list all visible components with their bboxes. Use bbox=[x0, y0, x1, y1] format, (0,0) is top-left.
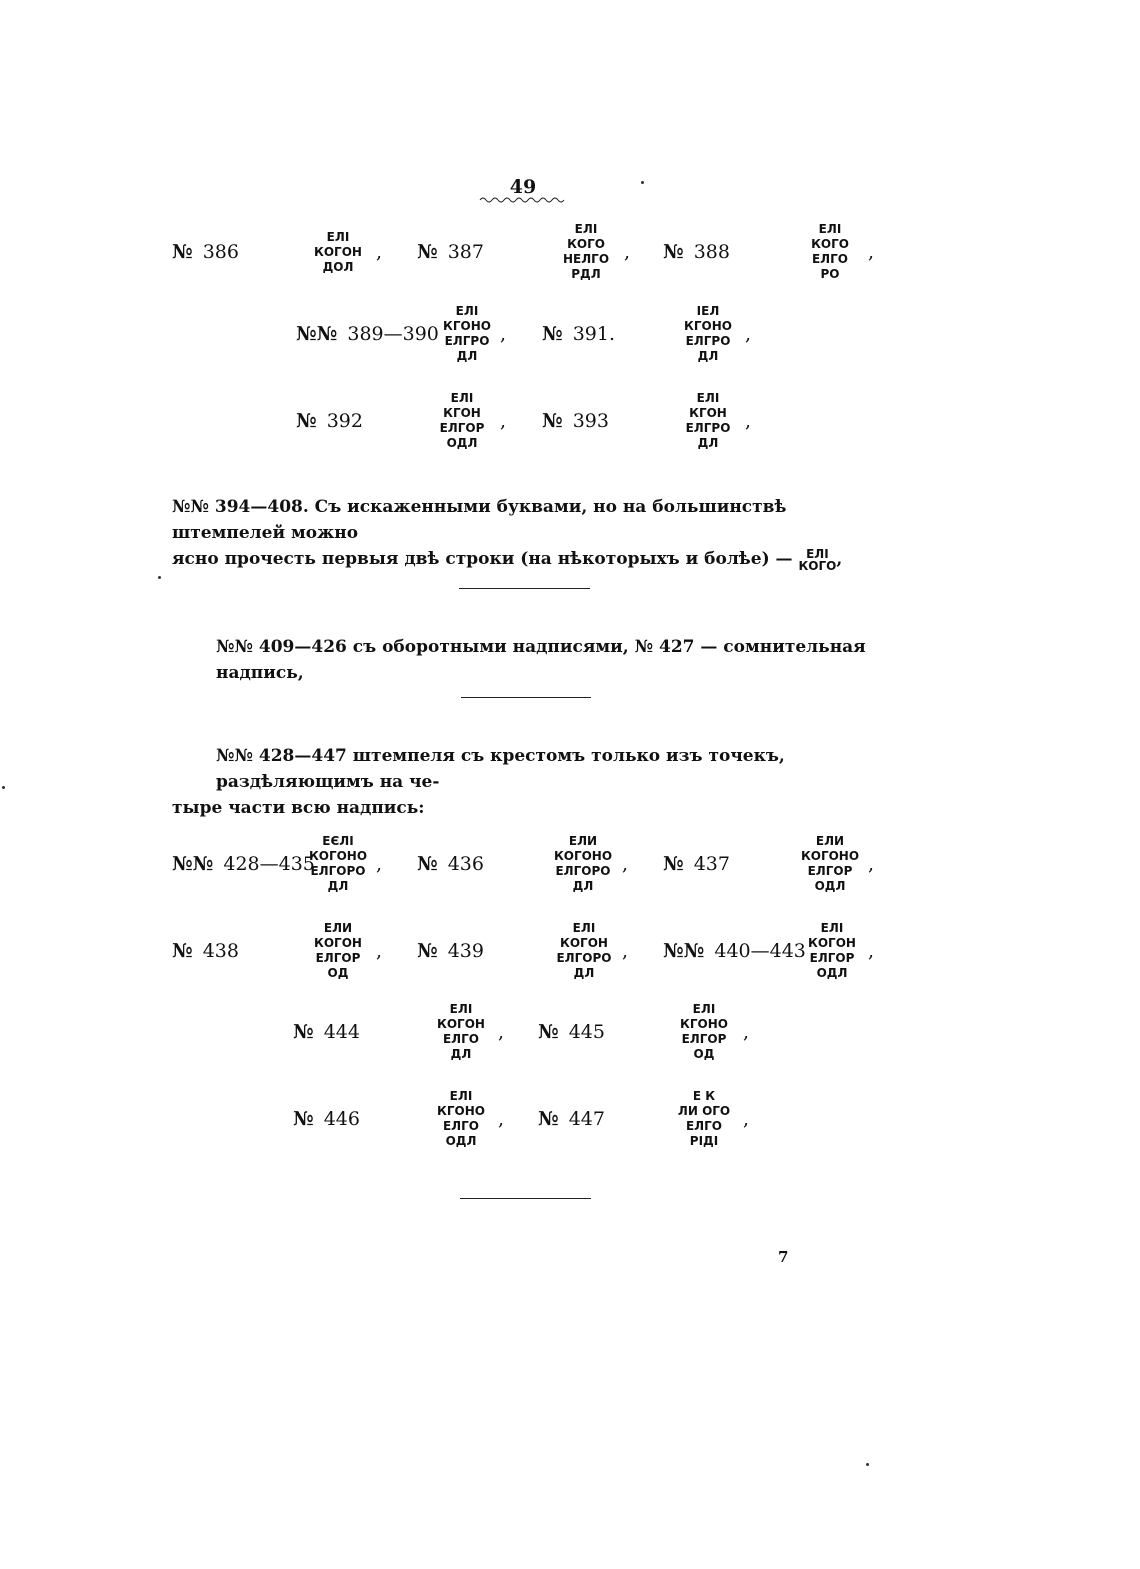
separator-comma: , bbox=[376, 241, 383, 263]
separator-comma: , bbox=[868, 241, 875, 263]
number-sign: № bbox=[538, 1108, 559, 1130]
stamp-inscription bbox=[548, 913, 620, 989]
inscription-line: ЕЛI bbox=[696, 391, 720, 405]
number-sign: № bbox=[296, 410, 317, 432]
inscription-line: КОГОН bbox=[437, 1017, 485, 1031]
number-sign: № bbox=[663, 241, 684, 263]
inscription-line: КОГОНО bbox=[800, 849, 860, 863]
separator-comma: , bbox=[376, 940, 383, 962]
inscription-line: ОД bbox=[693, 1047, 715, 1061]
inscription-line: ЕЛГОРО bbox=[555, 864, 611, 878]
paragraph-line: тыре части всю надпись: bbox=[172, 798, 425, 818]
inscription-line: ДЛ bbox=[327, 879, 349, 893]
stamp-inscription bbox=[792, 214, 868, 290]
inscription-line: ЕЛГОР bbox=[807, 864, 853, 878]
inscription-line: КОГОНО bbox=[308, 849, 368, 863]
number-sign: № bbox=[542, 410, 563, 432]
number-sign: № bbox=[293, 1021, 314, 1043]
stamp-inscription bbox=[300, 214, 376, 290]
stamp-inscription bbox=[548, 214, 624, 290]
inscription-line: КОГОН bbox=[314, 244, 362, 259]
inscription-line: ЕЛИ bbox=[815, 834, 845, 848]
number-sign: №№ bbox=[663, 940, 705, 962]
separator-comma: , bbox=[622, 853, 629, 875]
number-sign: № bbox=[663, 853, 684, 875]
inscription-line: ЕЛI bbox=[449, 1002, 473, 1016]
inscription-line: КГОН bbox=[443, 406, 481, 420]
inscription-line: ЕЛI bbox=[455, 304, 479, 318]
separator-comma: , bbox=[376, 853, 383, 875]
entry-number bbox=[663, 826, 730, 902]
entry-number-value: 393 bbox=[572, 410, 609, 432]
number-sign: № bbox=[172, 241, 193, 263]
inscription-line: НЕЛГО bbox=[562, 252, 610, 266]
entry-number bbox=[293, 1081, 360, 1157]
inscription-line: ДЛ bbox=[572, 879, 594, 893]
stamp-fraction: ЕЛI КОГО bbox=[798, 547, 837, 573]
number-sign: № bbox=[417, 241, 438, 263]
inscription-line: ЕЛI bbox=[572, 921, 596, 935]
inscription-line: ДЛ bbox=[697, 436, 719, 450]
stamp-inscription bbox=[304, 826, 372, 902]
separator-comma: , bbox=[498, 1021, 505, 1043]
scan-speck bbox=[158, 576, 161, 579]
paragraph-line: ясно прочесть первыя двѣ строки (на нѣкоторыхъ и болѣе) — ЕЛI КОГО, bbox=[172, 547, 843, 573]
separator-comma: , bbox=[868, 853, 875, 875]
inscription-line: ЕЛГО bbox=[442, 1119, 479, 1133]
stamp-inscription bbox=[420, 383, 507, 459]
section-divider bbox=[459, 588, 590, 589]
entry-number bbox=[417, 913, 484, 989]
entry-number-value: 437 bbox=[693, 853, 730, 875]
entry-number-value: 392 bbox=[326, 410, 363, 432]
separator-comma: , bbox=[500, 410, 507, 432]
stamp-inscription bbox=[548, 826, 618, 902]
number-sign: № bbox=[542, 323, 563, 345]
separator-comma: , bbox=[868, 940, 875, 962]
paragraph-line: №№ 394—408. Съ искаженными буквами, но на большинствѣ штемпелей можно bbox=[172, 497, 787, 543]
inscription-line: Е К bbox=[692, 1089, 716, 1103]
entry-number-value: 440—443 bbox=[714, 940, 806, 962]
inscription-line: КГОНО bbox=[443, 319, 491, 333]
number-sign: № bbox=[293, 1108, 314, 1130]
entry-number bbox=[663, 214, 730, 290]
inscription-line: ОДЛ bbox=[445, 1134, 477, 1148]
number-sign: № bbox=[417, 853, 438, 875]
entry-number-value: 446 bbox=[323, 1108, 360, 1130]
inscription-line: ЕЛГО bbox=[685, 1119, 722, 1133]
inscription-line: ЕЛГОРО bbox=[556, 951, 612, 965]
inscription-line: ЕЛГРО bbox=[685, 421, 731, 435]
section-divider bbox=[461, 697, 591, 698]
entry-number bbox=[542, 296, 615, 372]
entry-number bbox=[296, 296, 439, 372]
separator-comma: , bbox=[500, 323, 507, 345]
separator-comma: , bbox=[743, 1108, 750, 1130]
inscription-line: ЕЛI bbox=[820, 921, 844, 935]
inscription-line: ДЛ bbox=[697, 349, 719, 363]
wavy-underline bbox=[478, 194, 568, 204]
entry-number bbox=[538, 994, 605, 1070]
entry-number-value: 444 bbox=[323, 1021, 360, 1043]
separator-comma: , bbox=[498, 1108, 505, 1130]
entry-number bbox=[538, 1081, 605, 1157]
scan-speck bbox=[641, 181, 644, 184]
inscription-line: КОГОН bbox=[560, 936, 608, 950]
inscription-line: КГОНО bbox=[684, 319, 732, 333]
number-sign: №№ bbox=[172, 853, 214, 875]
entry-number-value: 391. bbox=[572, 323, 616, 345]
inscription-line: ЕЛГРО bbox=[444, 334, 490, 348]
signature-mark: 7 bbox=[778, 1248, 789, 1266]
entry-number bbox=[417, 826, 484, 902]
stamp-inscription bbox=[672, 1081, 736, 1157]
stamp-inscription bbox=[672, 994, 736, 1070]
stamp-inscription bbox=[676, 296, 740, 372]
entry-number-value: 436 bbox=[447, 853, 484, 875]
inscription-line: КОГОН bbox=[314, 936, 362, 950]
stamp-inscription bbox=[420, 994, 505, 1070]
inscription-line: КОГОН bbox=[808, 936, 856, 950]
inscription-line: ЛИ ОГО bbox=[677, 1104, 731, 1118]
inscription-line: ЕЛГОР bbox=[681, 1032, 727, 1046]
inscription-line: РIДI bbox=[689, 1134, 719, 1148]
inscription-line: ЕЛГОРО bbox=[310, 864, 366, 878]
separator-comma: , bbox=[622, 940, 629, 962]
entry-number bbox=[663, 913, 806, 989]
number-sign: № bbox=[417, 940, 438, 962]
inscription-line: ЕЛИ bbox=[323, 921, 353, 935]
entry-number-value: 445 bbox=[568, 1021, 605, 1043]
inscription-line: ЕЄЛI bbox=[322, 834, 354, 848]
stamp-inscription bbox=[676, 383, 740, 459]
entry-number bbox=[293, 994, 360, 1070]
inscription-line: ЕЛГРО bbox=[685, 334, 731, 348]
page-number: 49 bbox=[509, 176, 537, 198]
inscription-line: КОГО bbox=[567, 237, 605, 251]
inscription-line: КГОНО bbox=[680, 1017, 728, 1031]
stamp-inscription bbox=[436, 296, 498, 372]
inscription-line: ДЛ bbox=[450, 1047, 472, 1061]
scan-speck bbox=[2, 786, 5, 789]
entry-number-value: 387 bbox=[447, 241, 484, 263]
entry-number bbox=[417, 214, 484, 290]
inscription-line: ЕЛГО bbox=[442, 1032, 479, 1046]
inscription-line: ЕЛГОР bbox=[439, 421, 485, 435]
inscription-line: ЕЛI bbox=[449, 1089, 473, 1103]
stamp-inscription bbox=[796, 826, 864, 902]
inscription-line: ЕЛГОР bbox=[315, 951, 361, 965]
number-sign: №№ bbox=[296, 323, 338, 345]
stamp-inscription bbox=[300, 913, 376, 989]
stamp-inscription bbox=[424, 1081, 498, 1157]
inscription-line: ЕЛГОР bbox=[809, 951, 855, 965]
entry-number-value: 447 bbox=[568, 1108, 605, 1130]
paragraph-428-447 bbox=[172, 743, 892, 821]
paragraph-409-427: №№ 409—426 съ оборотными надписями, № 427 — сомнительная надпись, bbox=[216, 637, 866, 683]
inscription-line: РО bbox=[820, 267, 840, 281]
entry-number bbox=[172, 913, 239, 989]
scan-speck bbox=[866, 1463, 869, 1466]
inscription-line: IЕЛ bbox=[696, 304, 720, 318]
entry-number bbox=[296, 383, 363, 459]
inscription-line: ЕЛИ bbox=[568, 834, 598, 848]
stamp-inscription bbox=[800, 913, 864, 989]
entry-number bbox=[172, 826, 315, 902]
inscription-line: ОДЛ bbox=[446, 436, 478, 450]
inscription-line: ДЛ bbox=[456, 349, 478, 363]
paragraph-line: №№ 428—447 штемпеля съ крестомъ только изъ точекъ, раздѣляющимъ на че- bbox=[216, 746, 785, 792]
inscription-line: КГОН bbox=[689, 406, 727, 420]
section-divider bbox=[460, 1198, 591, 1199]
inscription-line: КОГОНО bbox=[553, 849, 613, 863]
separator-comma: , bbox=[745, 410, 752, 432]
inscription-line: КОГО bbox=[811, 237, 849, 251]
separator-comma: , bbox=[743, 1021, 750, 1043]
entry-number-value: 388 bbox=[693, 241, 730, 263]
separator-comma: , bbox=[745, 323, 752, 345]
entry-number-value: 428—435 bbox=[223, 853, 315, 875]
entry-number-value: 439 bbox=[447, 940, 484, 962]
inscription-line: КГОНО bbox=[437, 1104, 485, 1118]
inscription-line: ЕЛI bbox=[326, 229, 350, 244]
inscription-line: ЕЛГО bbox=[811, 252, 848, 266]
entry-number bbox=[172, 214, 239, 290]
inscription-line: ЕЛI bbox=[450, 391, 474, 405]
inscription-line: ОДЛ bbox=[816, 966, 848, 980]
inscription-line: ОДЛ bbox=[814, 879, 846, 893]
paragraph-394-408 bbox=[172, 494, 892, 572]
number-sign: № bbox=[538, 1021, 559, 1043]
entry-number bbox=[542, 383, 609, 459]
inscription-line: ЕЛI bbox=[692, 1002, 716, 1016]
inscription-line: ДОЛ bbox=[322, 259, 354, 274]
inscription-line: РДЛ bbox=[571, 267, 601, 281]
inscription-line: ДЛ bbox=[573, 966, 595, 980]
entry-number-value: 389—390 bbox=[347, 323, 439, 345]
separator-comma: , bbox=[624, 241, 631, 263]
inscription-line: ЕЛI bbox=[574, 222, 598, 236]
entry-number-value: 438 bbox=[202, 940, 239, 962]
number-sign: № bbox=[172, 940, 193, 962]
inscription-line: ЕЛI bbox=[818, 222, 842, 236]
entry-number-value: 386 bbox=[202, 241, 239, 263]
inscription-line: ОД bbox=[327, 966, 349, 980]
